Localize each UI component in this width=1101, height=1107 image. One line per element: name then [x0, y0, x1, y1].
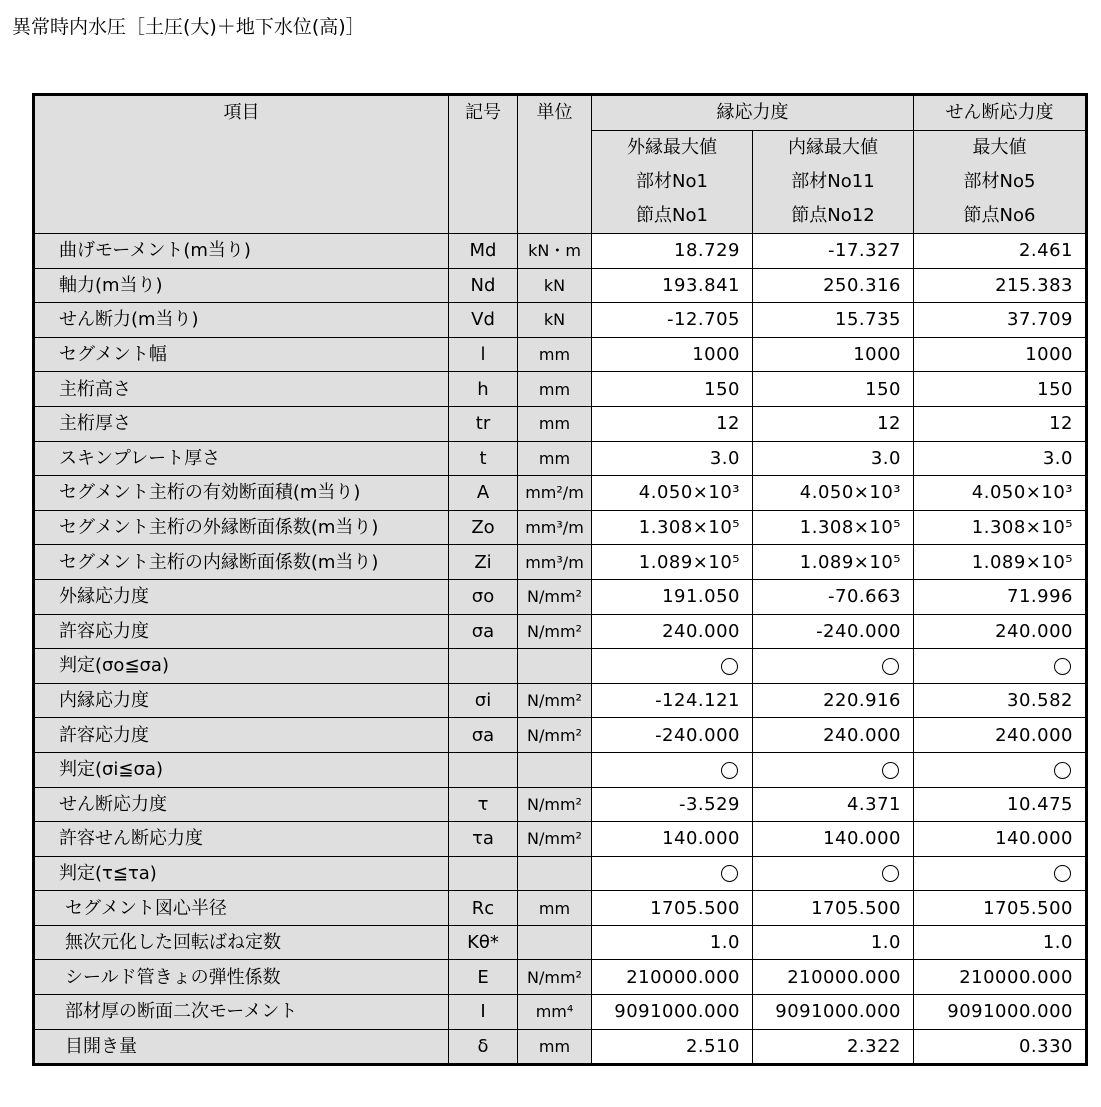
header-shear-stress-group: せん断応力度 [914, 95, 1087, 131]
table-row [34, 752, 1087, 787]
row-symbol: Nd [449, 268, 518, 303]
value-cell: 4.050×10³ [914, 476, 1087, 511]
row-item-label: せん断力(m当り) [34, 303, 449, 338]
ok-circle-icon [721, 658, 738, 675]
table-row [34, 718, 1087, 753]
judgement-ok-cell [914, 649, 1087, 684]
ok-circle-icon [1054, 658, 1071, 675]
header-symbol: 記号 [449, 95, 518, 234]
value-cell: 210000.000 [914, 960, 1087, 995]
table-row [34, 579, 1087, 614]
table-row [34, 614, 1087, 649]
value-cell: 210000.000 [592, 960, 753, 995]
row-item-label: 主桁高さ [34, 372, 449, 407]
row-unit [518, 856, 592, 891]
row-unit: mm [518, 441, 592, 476]
value-cell: 37.709 [914, 303, 1087, 338]
row-item-label: 目開き量 [34, 1029, 449, 1065]
ok-circle-icon [882, 865, 899, 882]
table-row [34, 960, 1087, 995]
judgement-ok-cell [753, 856, 914, 891]
value-cell: -124.121 [592, 683, 753, 718]
row-unit: mm [518, 372, 592, 407]
value-cell: 1705.500 [592, 891, 753, 926]
row-symbol: tr [449, 406, 518, 441]
row-item-label: セグメント主桁の有効断面積(m当り) [34, 476, 449, 511]
stress-check-table [32, 93, 1088, 1066]
value-cell: 150 [914, 372, 1087, 407]
ok-circle-icon [721, 762, 738, 779]
ok-circle-icon [1054, 865, 1071, 882]
table-row [34, 787, 1087, 822]
row-unit: N/mm² [518, 614, 592, 649]
value-cell: -70.663 [753, 579, 914, 614]
row-symbol: Vd [449, 303, 518, 338]
row-unit: N/mm² [518, 718, 592, 753]
row-unit: mm³/m [518, 510, 592, 545]
header-col2-member: 部材No11 [753, 165, 914, 199]
row-symbol: Kθ* [449, 925, 518, 960]
value-cell: 3.0 [753, 441, 914, 476]
value-cell: 1.089×10⁵ [914, 545, 1087, 580]
row-symbol: δ [449, 1029, 518, 1065]
value-cell: -12.705 [592, 303, 753, 338]
value-cell: 9091000.000 [914, 995, 1087, 1030]
value-cell: 12 [914, 406, 1087, 441]
row-unit: mm [518, 337, 592, 372]
value-cell: 240.000 [914, 718, 1087, 753]
table-row [34, 856, 1087, 891]
value-cell: 1.0 [592, 925, 753, 960]
value-cell: 1000 [592, 337, 753, 372]
value-cell: 1.089×10⁵ [592, 545, 753, 580]
value-cell: 4.050×10³ [753, 476, 914, 511]
row-item-label: スキンプレート厚さ [34, 441, 449, 476]
value-cell: -17.327 [753, 234, 914, 269]
header-col3-node: 節点No6 [914, 199, 1087, 234]
table-row [34, 545, 1087, 580]
row-symbol: Zi [449, 545, 518, 580]
value-cell: 250.316 [753, 268, 914, 303]
row-symbol [449, 649, 518, 684]
value-cell: 3.0 [592, 441, 753, 476]
row-item-label: 外縁応力度 [34, 579, 449, 614]
header-item: 項目 [34, 95, 449, 234]
header-col2-line1: 内縁最大値 [753, 131, 914, 166]
row-item-label: セグメント図心半径 [34, 891, 449, 926]
row-item-label: セグメント幅 [34, 337, 449, 372]
table-row [34, 510, 1087, 545]
table-row [34, 925, 1087, 960]
header-col3-member: 部材No5 [914, 165, 1087, 199]
value-cell: 2.461 [914, 234, 1087, 269]
row-item-label: せん断応力度 [34, 787, 449, 822]
value-cell: 193.841 [592, 268, 753, 303]
row-unit: mm [518, 1029, 592, 1065]
header-col1-line1: 外縁最大値 [592, 131, 753, 166]
value-cell: 140.000 [753, 822, 914, 857]
value-cell: 1.089×10⁵ [753, 545, 914, 580]
value-cell: 1705.500 [753, 891, 914, 926]
row-symbol [449, 856, 518, 891]
value-cell: 150 [592, 372, 753, 407]
row-unit: kN [518, 268, 592, 303]
row-unit: mm⁴ [518, 995, 592, 1030]
row-item-label: 許容せん断応力度 [34, 822, 449, 857]
value-cell: 71.996 [914, 579, 1087, 614]
row-item-label: 主桁厚さ [34, 406, 449, 441]
value-cell: -240.000 [753, 614, 914, 649]
ok-circle-icon [882, 658, 899, 675]
judgement-ok-cell [914, 856, 1087, 891]
row-item-label: 判定(τ≦τa) [34, 856, 449, 891]
row-symbol: Zo [449, 510, 518, 545]
row-symbol: A [449, 476, 518, 511]
value-cell: 2.322 [753, 1029, 914, 1065]
table-row [34, 268, 1087, 303]
value-cell: 140.000 [592, 822, 753, 857]
document-title: 異常時内水圧［土圧(大)＋地下水位(高)］ [12, 16, 365, 38]
row-unit [518, 649, 592, 684]
value-cell: 210000.000 [753, 960, 914, 995]
table-row [34, 406, 1087, 441]
row-symbol: Md [449, 234, 518, 269]
table-row [34, 476, 1087, 511]
value-cell: 240.000 [753, 718, 914, 753]
value-cell: 191.050 [592, 579, 753, 614]
row-unit: mm [518, 891, 592, 926]
row-symbol: t [449, 441, 518, 476]
row-symbol: Rc [449, 891, 518, 926]
row-unit [518, 752, 592, 787]
row-symbol: l [449, 337, 518, 372]
row-symbol: τ [449, 787, 518, 822]
row-symbol: σo [449, 579, 518, 614]
table-row [34, 822, 1087, 857]
table-row [34, 1029, 1087, 1065]
row-unit: mm²/m [518, 476, 592, 511]
row-symbol: σa [449, 718, 518, 753]
row-item-label: 曲げモーメント(m当り) [34, 234, 449, 269]
table-row [34, 891, 1087, 926]
header-col2-node: 節点No12 [753, 199, 914, 234]
row-unit: kN [518, 303, 592, 338]
ok-circle-icon [1054, 762, 1071, 779]
row-symbol: τa [449, 822, 518, 857]
table-row [34, 303, 1087, 338]
value-cell: 0.330 [914, 1029, 1087, 1065]
header-unit: 単位 [518, 95, 592, 234]
value-cell: 12 [592, 406, 753, 441]
row-unit [518, 925, 592, 960]
table-row [34, 649, 1087, 684]
table-row [34, 683, 1087, 718]
row-unit: kN・m [518, 234, 592, 269]
row-item-label: 部材厚の断面二次モーメント [34, 995, 449, 1030]
value-cell: -240.000 [592, 718, 753, 753]
table-row [34, 337, 1087, 372]
judgement-ok-cell [914, 752, 1087, 787]
value-cell: 220.916 [753, 683, 914, 718]
value-cell: 18.729 [592, 234, 753, 269]
judgement-ok-cell [592, 649, 753, 684]
row-unit: N/mm² [518, 822, 592, 857]
row-symbol: I [449, 995, 518, 1030]
ok-circle-icon [882, 762, 899, 779]
value-cell: 140.000 [914, 822, 1087, 857]
value-cell: 30.582 [914, 683, 1087, 718]
value-cell: 4.371 [753, 787, 914, 822]
row-unit: N/mm² [518, 787, 592, 822]
value-cell: 2.510 [592, 1029, 753, 1065]
value-cell: 1000 [914, 337, 1087, 372]
value-cell: 9091000.000 [753, 995, 914, 1030]
value-cell: 240.000 [914, 614, 1087, 649]
value-cell: 10.475 [914, 787, 1087, 822]
row-item-label: 判定(σo≦σa) [34, 649, 449, 684]
row-symbol: h [449, 372, 518, 407]
table-body [34, 234, 1087, 1065]
row-symbol: E [449, 960, 518, 995]
value-cell: 1.0 [753, 925, 914, 960]
table-row [34, 441, 1087, 476]
judgement-ok-cell [753, 752, 914, 787]
row-symbol: σa [449, 614, 518, 649]
row-unit: N/mm² [518, 683, 592, 718]
value-cell: 1705.500 [914, 891, 1087, 926]
value-cell: 15.735 [753, 303, 914, 338]
row-unit: mm [518, 406, 592, 441]
row-item-label: セグメント主桁の外縁断面係数(m当り) [34, 510, 449, 545]
value-cell: 240.000 [592, 614, 753, 649]
header-col3-line1: 最大値 [914, 131, 1087, 166]
row-unit: N/mm² [518, 960, 592, 995]
row-unit: N/mm² [518, 579, 592, 614]
row-item-label: 軸力(m当り) [34, 268, 449, 303]
value-cell: 1.308×10⁵ [592, 510, 753, 545]
row-item-label: 内縁応力度 [34, 683, 449, 718]
value-cell: 3.0 [914, 441, 1087, 476]
row-item-label: セグメント主桁の内縁断面係数(m当り) [34, 545, 449, 580]
value-cell: 1000 [753, 337, 914, 372]
judgement-ok-cell [592, 752, 753, 787]
row-item-label: シールド管きょの弾性係数 [34, 960, 449, 995]
table-row [34, 372, 1087, 407]
row-symbol [449, 752, 518, 787]
value-cell: 1.308×10⁵ [753, 510, 914, 545]
table-row [34, 995, 1087, 1030]
value-cell: 215.383 [914, 268, 1087, 303]
value-cell: 12 [753, 406, 914, 441]
header-col1-node: 節点No1 [592, 199, 753, 234]
value-cell: 1.308×10⁵ [914, 510, 1087, 545]
header-col1-member: 部材No1 [592, 165, 753, 199]
judgement-ok-cell [592, 856, 753, 891]
value-cell: -3.529 [592, 787, 753, 822]
value-cell: 4.050×10³ [592, 476, 753, 511]
row-item-label: 許容応力度 [34, 718, 449, 753]
row-symbol: σi [449, 683, 518, 718]
row-item-label: 判定(σi≦σa) [34, 752, 449, 787]
row-item-label: 許容応力度 [34, 614, 449, 649]
row-item-label: 無次元化した回転ばね定数 [34, 925, 449, 960]
header-edge-stress-group: 縁応力度 [592, 95, 914, 131]
judgement-ok-cell [753, 649, 914, 684]
row-unit: mm³/m [518, 545, 592, 580]
ok-circle-icon [721, 865, 738, 882]
value-cell: 9091000.000 [592, 995, 753, 1030]
table-row [34, 234, 1087, 269]
value-cell: 150 [753, 372, 914, 407]
value-cell: 1.0 [914, 925, 1087, 960]
